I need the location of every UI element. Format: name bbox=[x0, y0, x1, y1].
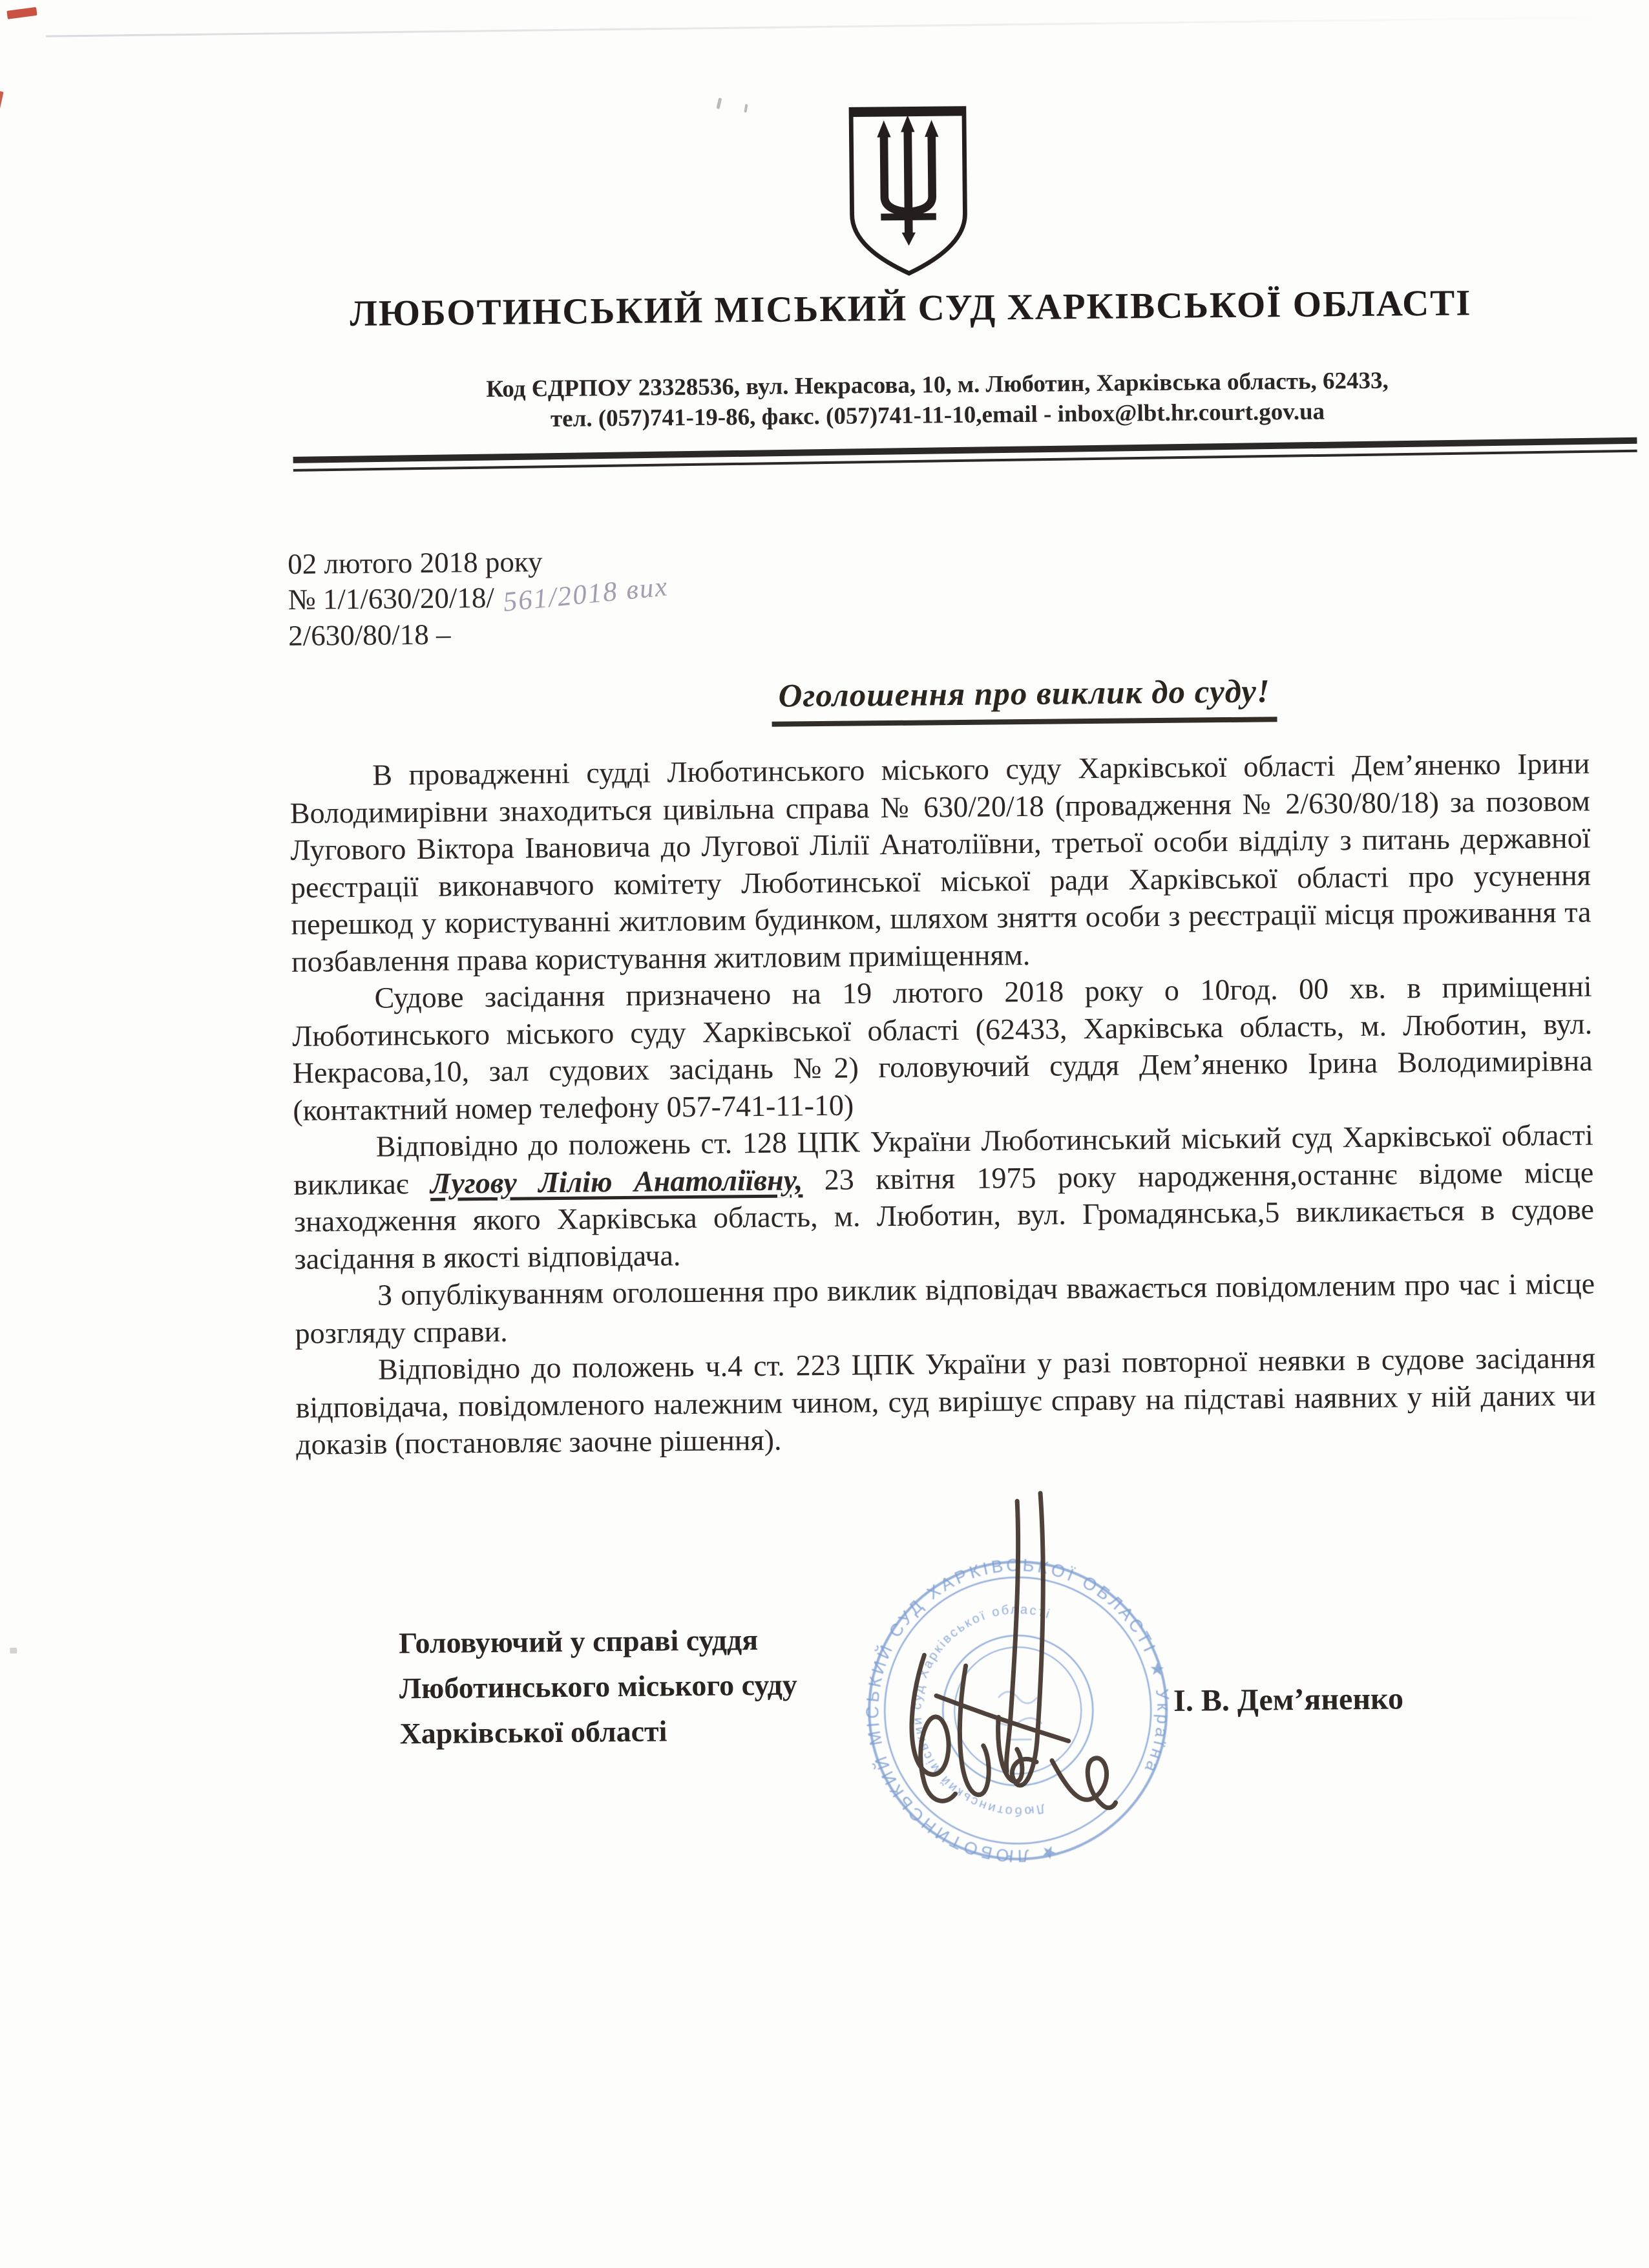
handwritten-outgoing-number: 561/2018 вих bbox=[501, 571, 670, 618]
paragraph-summons bbox=[293, 1117, 1595, 1277]
court-contact-block bbox=[288, 364, 1587, 437]
paragraph-hearing-info: Судове засідання призначено на 19 лютого 2018 року о 10год. 00 хв. в приміщенні Люботинського міського суду Харківської області (62433, Харківська область, м. Люботин, вул. Некрасова,10, зал судових засідань №2) головуючий суддя Дем’яненко Ірина Володимирівна (контактний номер телефону 057-741-11-10) bbox=[291, 969, 1593, 1127]
scan-artifact-line bbox=[46, 16, 1616, 37]
letter-body bbox=[289, 745, 1596, 1464]
paragraph-case-info: В провадженні судді Люботинського міського суду Харківської області Дем’яненко Ірини Володимирівни знаходиться цивільна справа № 630/20/18 (провадження № 2/630/80/18) за позовом Лугового Віктора Івановича до Лугової Лілії Анатоліївни, третьої особи відділу з питань державної реєстрації виконавчого комітету Люботинської міської ради Харківської області про усунення перешкод у користуванні житловим будинком, шляхом зняття особи з реєстрації місця проживання та позбавлення права користування житловим приміщенням. bbox=[289, 746, 1591, 978]
ukraine-trident-emblem bbox=[843, 103, 974, 280]
outgoing-number: № 1/1/630/20/18/ bbox=[288, 581, 495, 616]
paragraph-publication-notice: З опублікуванням оголошення про виклик відповідач вважається повідомленим про час і місце розгляду справи. bbox=[295, 1266, 1595, 1350]
scan-speck bbox=[744, 104, 748, 112]
summons-text-after: 23 квітня 1975 року народження,останнє відоме місце знаходження якого Харківська область, м. Люботин, вул. Громадянська,5 викликається в судове засідання в якості відповідача. bbox=[293, 1155, 1595, 1276]
defendant-name: Лугову Лілію Анатоліївну, bbox=[430, 1162, 803, 1200]
header-divider bbox=[293, 437, 1637, 472]
outgoing-number-line bbox=[288, 571, 670, 618]
court-contact-line2: тел. (057)741-19-86, факс. (057)741-11-10,email - inbox@lbt.hr.court.gov.ua bbox=[550, 398, 1325, 433]
title-row bbox=[375, 669, 1649, 730]
red-pen-mark-top bbox=[6, 7, 37, 19]
judge-signature bbox=[880, 1489, 1129, 1892]
letter-date: 02 лютого 2018 року bbox=[287, 545, 543, 580]
signatory-title-block bbox=[399, 1617, 798, 1756]
red-pen-mark-left bbox=[0, 90, 4, 118]
court-name-heading: ЛЮБОТИНСЬКИЙ МІСЬКИЙ СУД ХАРКІВСЬКОЇ ОБЛАСТІ bbox=[350, 282, 1472, 334]
signatory-line1: Головуючий у справі суддя bbox=[398, 1623, 759, 1660]
judge-name: І. В. Дем’яненко bbox=[1173, 1681, 1404, 1718]
court-contact-line1: Код ЄДРПОУ 23328536, вул. Некрасова, 10, м. Люботин, Харківська область, 62433, bbox=[486, 367, 1389, 403]
signatory-line2: Люботинського міського суду bbox=[399, 1668, 797, 1705]
paragraph-absence-consequences: Відповідно до положень ч.4 ст. 223 ЦПК України у разі повторної неявки в судове засідання відповідача, повідомленого належним чином, суд вирішує справу на підставі наявних у ній даних чи доказів (постановляє заочне рішення). bbox=[295, 1341, 1596, 1461]
scan-speck bbox=[10, 1648, 17, 1654]
summons-text-before: Відповідно до положень ст. 128 ЦПК України Люботинський міський суд Харківської області викликає bbox=[293, 1118, 1593, 1201]
stamp-ring-text: ★ ЛЮБОТИНСЬКИЙ МІСЬКИЙ СУД ХАРКІВСЬКОЇ ОБЛАСТІ ★ Україна bbox=[863, 1555, 1173, 1866]
signatory-line3: Харківської області bbox=[399, 1714, 667, 1750]
document-title: Оголошення про виклик до суду! bbox=[772, 673, 1277, 726]
reference-block bbox=[288, 543, 669, 654]
stamp-inner-ring-text: Люботинський міський суд Харківської області bbox=[910, 1602, 1053, 1819]
scan-speck bbox=[716, 98, 722, 109]
case-number: 2/630/80/18 – bbox=[288, 618, 451, 652]
